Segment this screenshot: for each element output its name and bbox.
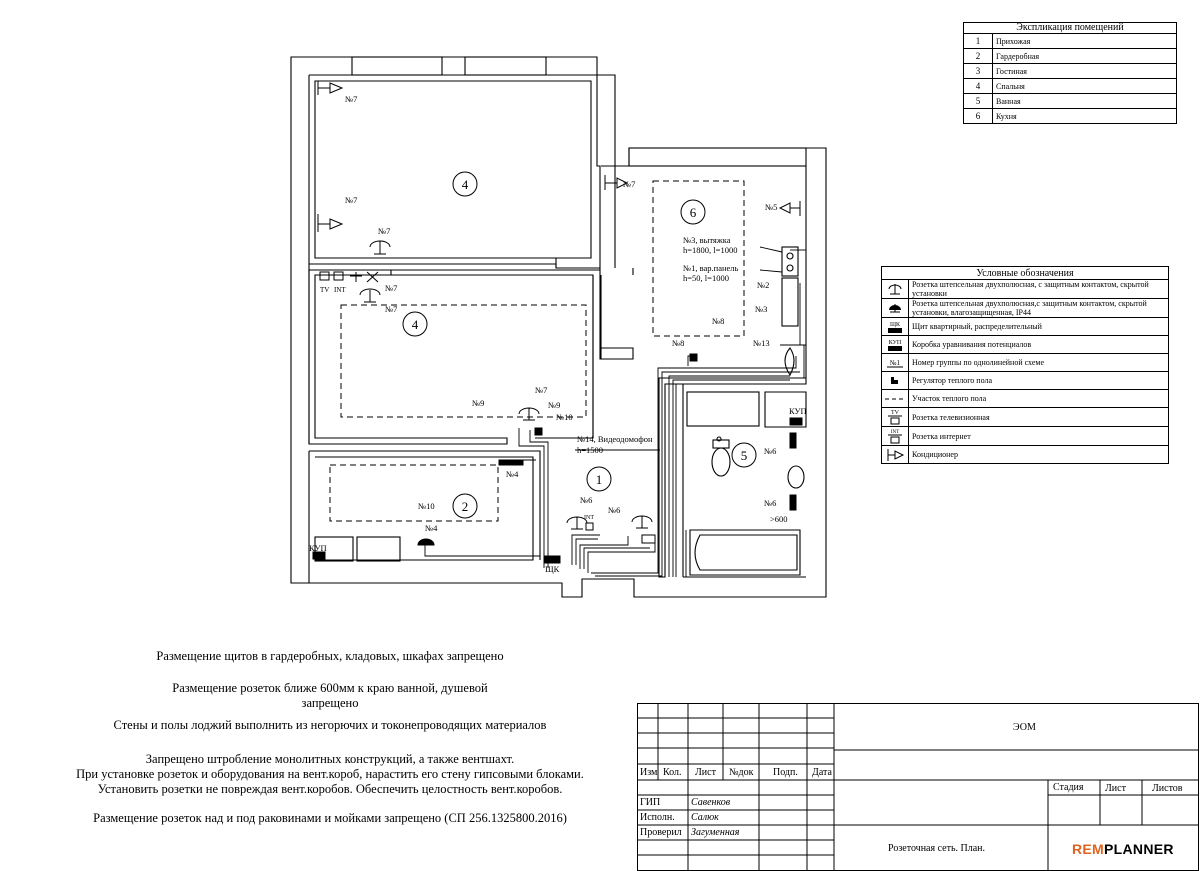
group-label: №9 bbox=[548, 400, 561, 410]
legend-table bbox=[881, 266, 1169, 464]
room-markers bbox=[403, 172, 756, 518]
note-sockets-bath: Размещение розеток ближе 600мм к краю ванной, душевой bbox=[172, 681, 488, 695]
room-name: Ванная bbox=[993, 94, 1177, 109]
legend-row bbox=[882, 280, 1169, 299]
shk-label: ЩК bbox=[545, 564, 560, 574]
socket-waterproof-icon bbox=[790, 495, 796, 510]
int-label: INT bbox=[584, 515, 594, 521]
table-row bbox=[964, 109, 1177, 124]
stamp-header-kol: Кол. bbox=[663, 767, 682, 778]
group-label: №7 bbox=[385, 304, 398, 314]
floor-heating-regulator-icon bbox=[690, 354, 697, 361]
legend-row bbox=[882, 372, 1169, 390]
room-num: 2 bbox=[964, 49, 993, 64]
socket-waterproof-icon bbox=[499, 460, 523, 465]
room-number: 5 bbox=[740, 448, 748, 463]
room-num: 5 bbox=[964, 94, 993, 109]
room-number: 2 bbox=[461, 499, 469, 514]
stamp-role: Проверил bbox=[640, 827, 682, 838]
stamp-header-izm: Изм bbox=[640, 767, 658, 778]
stamp-name: Загуменная bbox=[691, 827, 740, 838]
stamp-header-ndoc: №док bbox=[729, 767, 754, 778]
legend-text: Розетка телевизионная bbox=[909, 408, 1169, 427]
floor-heating-zones bbox=[330, 181, 744, 521]
stamp-header-podp: Подп. bbox=[773, 767, 798, 778]
group-label: №6 bbox=[608, 505, 621, 515]
group-label: №4 bbox=[506, 469, 519, 479]
table-row bbox=[964, 79, 1177, 94]
legend-text: Кондиционер bbox=[909, 446, 1169, 464]
svg-text:TV: TV bbox=[891, 410, 899, 416]
group-label: №7 bbox=[535, 385, 548, 395]
legend-text: Розетка интернет bbox=[909, 427, 1169, 446]
air-conditioner-icon bbox=[780, 201, 800, 216]
group-label: №7 bbox=[345, 195, 358, 205]
svg-text:INT: INT bbox=[890, 430, 900, 435]
stamp-sheet-title: Розеточная сеть. План. bbox=[888, 843, 986, 854]
note-vent-integrity: Установить розетки не повреждая вент.коробов. Обеспечить целостность вент.коробов. bbox=[97, 782, 563, 796]
legend-row bbox=[882, 408, 1169, 427]
socket-hidden-icon bbox=[360, 289, 380, 302]
note-sockets-bath-forbidden: запрещено bbox=[301, 696, 359, 710]
group-label: №14, Видеодомофон bbox=[577, 434, 653, 444]
note-panels: Размещение щитов в гардеробных, кладовых, шкафах запрещено bbox=[156, 649, 504, 663]
note-vent-box: При установке розеток и оборудования на вент.короб, нарастить его стену гипсовыми блоками. bbox=[76, 767, 584, 781]
filled-symbols bbox=[313, 354, 802, 563]
legend-row bbox=[882, 427, 1169, 446]
room-name: Гостиная bbox=[993, 64, 1177, 79]
room-name: Прихожая bbox=[993, 34, 1177, 49]
group-label: №3 bbox=[755, 304, 768, 314]
note-grooving: Запрещено штробление монолитных конструкций, а также вентшахт. bbox=[145, 752, 515, 766]
kup-label: КУП bbox=[789, 406, 807, 416]
group-number-icon bbox=[885, 356, 905, 370]
tv-socket-icon bbox=[885, 408, 905, 426]
group-label: №9 bbox=[472, 398, 485, 408]
svg-text:КУП: КУП bbox=[888, 339, 902, 346]
floor-heating-zone-icon bbox=[884, 394, 906, 404]
explication-title: Экспликация помещений bbox=[964, 23, 1177, 34]
group-label: №13 bbox=[753, 338, 770, 348]
walls bbox=[291, 57, 826, 597]
group-label: №4 bbox=[425, 523, 438, 533]
group-label: h=50, l=1000 bbox=[683, 273, 729, 283]
stamp-name: Савенков bbox=[691, 797, 731, 808]
group-label: №6 bbox=[764, 446, 777, 456]
legend-text: Розетка штепсельная двухполюсная,с защитным контактом, скрытой установки, влагозащищенная, IP44 bbox=[909, 299, 1169, 318]
room-number: 6 bbox=[689, 205, 697, 220]
group-label: №7 bbox=[378, 226, 391, 236]
group-label: №3, вытяжка bbox=[683, 235, 731, 245]
room-numbers bbox=[412, 177, 748, 514]
room-number: 4 bbox=[411, 317, 419, 332]
stamp-header-list: Лист bbox=[695, 767, 716, 778]
group-label: №8 bbox=[712, 316, 725, 326]
group-label: №7 bbox=[345, 94, 358, 104]
room-num: 3 bbox=[964, 64, 993, 79]
cable-routes bbox=[425, 247, 806, 577]
air-conditioner-icon bbox=[318, 81, 342, 95]
group-label: №6 bbox=[580, 495, 593, 505]
svg-text:№1: №1 bbox=[889, 358, 901, 367]
floor-heating-regulator-icon bbox=[885, 374, 905, 388]
stamp-role: Исполн. bbox=[640, 812, 675, 823]
legend-text: Номер группы по однолинейной схеме bbox=[909, 354, 1169, 372]
air-conditioner-icon bbox=[318, 214, 342, 232]
socket-hidden-icon bbox=[519, 408, 539, 420]
panel-icon bbox=[885, 319, 905, 335]
socket-hidden-icon bbox=[632, 516, 652, 528]
socket-waterproof-icon bbox=[790, 433, 796, 448]
svg-text:ЩК: ЩК bbox=[889, 321, 901, 328]
group-label: №10 bbox=[418, 501, 435, 511]
stamp-sheet-header: Лист bbox=[1105, 783, 1126, 794]
equipotential-box-icon bbox=[790, 418, 802, 425]
group-label: №10 bbox=[556, 412, 573, 422]
stamp-project-code: ЭОМ bbox=[1013, 722, 1036, 733]
legend-row bbox=[882, 446, 1169, 464]
stamp-name: Салюк bbox=[691, 812, 719, 823]
remplanner-logo bbox=[1072, 841, 1174, 857]
group-label: №7 bbox=[385, 283, 398, 293]
room-number: 4 bbox=[461, 177, 469, 192]
note-loggia: Стены и полы лоджий выполнить из негорючих и токонепроводящих материалов bbox=[113, 718, 547, 732]
room-num: 1 bbox=[964, 34, 993, 49]
room-name: Кухня bbox=[993, 109, 1177, 124]
note-sinks: Размещение розеток над и под раковинами и мойками запрещено (СП 256.1325800.2016) bbox=[93, 811, 567, 825]
internet-socket-icon bbox=[586, 523, 593, 530]
int-label: INT bbox=[334, 286, 346, 294]
room-number: 1 bbox=[595, 472, 603, 487]
group-label: №1, вар.панель bbox=[683, 263, 739, 273]
tv-socket-icon bbox=[320, 272, 343, 280]
stamp-role: ГИП bbox=[640, 797, 661, 808]
equipotential-box-icon bbox=[884, 337, 906, 353]
table-row bbox=[964, 34, 1177, 49]
rooms-explication-table bbox=[963, 22, 1177, 124]
socket-waterproof-icon bbox=[418, 539, 434, 545]
room-name: Спальня bbox=[993, 79, 1177, 94]
legend-text: Регулятор теплого пола bbox=[909, 372, 1169, 390]
socket-waterproof-icon bbox=[885, 300, 905, 316]
group-label: №7 bbox=[623, 179, 636, 189]
table-row bbox=[964, 94, 1177, 109]
stamp-sheets-header: Листов bbox=[1152, 783, 1183, 794]
socket-hidden-icon bbox=[885, 281, 905, 297]
legend-row bbox=[882, 354, 1169, 372]
table-row bbox=[964, 49, 1177, 64]
group-label: >600 bbox=[770, 514, 788, 524]
panel-icon bbox=[544, 556, 560, 563]
room-num: 6 bbox=[964, 109, 993, 124]
group-label: №2 bbox=[757, 280, 770, 290]
legend-row bbox=[882, 299, 1169, 318]
logo-part-planner: PLANNER bbox=[1104, 841, 1174, 857]
room-name: Гардеробная bbox=[993, 49, 1177, 64]
table-row bbox=[964, 64, 1177, 79]
legend-text: Участок теплого пола bbox=[909, 390, 1169, 408]
legend-text: Коробка уравнивания потенциалов bbox=[909, 336, 1169, 354]
group-label: h=1500 bbox=[577, 445, 604, 455]
floor-heating-regulator-icon bbox=[535, 428, 542, 435]
group-label: h=1800, l=1000 bbox=[683, 245, 738, 255]
equipotential-box-icon bbox=[313, 552, 325, 559]
legend-row bbox=[882, 318, 1169, 336]
socket-waterproof-icon bbox=[642, 535, 655, 543]
legend-row bbox=[882, 390, 1169, 408]
kup-label: КУП bbox=[309, 543, 327, 553]
legend-text: Розетка штепсельная двухполюсная, с защитным контактом, скрытой установки bbox=[909, 280, 1169, 299]
group-label: №8 bbox=[672, 338, 685, 348]
legend-text: Щит квартирный, распределительный bbox=[909, 318, 1169, 336]
legend-title: Условные обозначения bbox=[882, 267, 1169, 280]
stamp-stage-header: Стадия bbox=[1053, 782, 1084, 793]
group-label: №6 bbox=[764, 498, 777, 508]
socket-hidden-icon bbox=[370, 241, 390, 254]
stamp-header-data: Дата bbox=[812, 767, 832, 778]
tv-label: TV bbox=[320, 286, 330, 294]
air-conditioner-icon bbox=[884, 447, 906, 463]
logo-part-rem: REM bbox=[1072, 841, 1105, 857]
group-label: №5 bbox=[765, 202, 778, 212]
legend-row bbox=[882, 336, 1169, 354]
room-num: 4 bbox=[964, 79, 993, 94]
internet-socket-icon bbox=[885, 427, 905, 445]
socket-hidden-icon bbox=[350, 272, 378, 282]
